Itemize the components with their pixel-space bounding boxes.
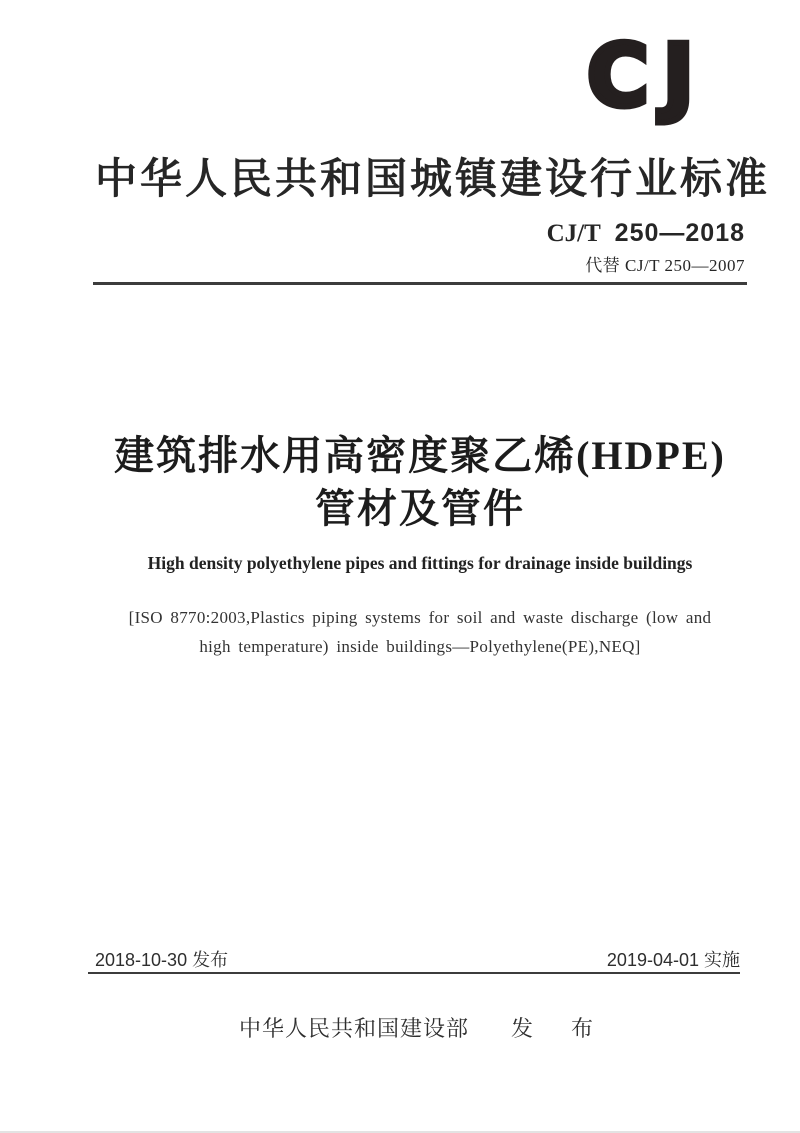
iso-reference-line2: high temperature) inside buildings—Polyethylene(PE),NEQ] — [199, 636, 641, 656]
publisher-row — [75, 1012, 765, 1043]
document-title-line1: 建筑排水用高密度聚乙烯(HDPE) — [114, 433, 726, 478]
issue-date: 2018-10-30 发布 — [95, 950, 229, 970]
standard-code — [95, 220, 745, 248]
dates-row — [95, 946, 740, 972]
cj-logo: CJ — [587, 26, 708, 126]
document-title-line2: 管材及管件 — [315, 485, 525, 531]
iso-reference — [75, 604, 765, 662]
standard-category-heading: 中华人民共和国城镇建设行业标准 — [95, 155, 771, 202]
iso-reference-line1: [ISO 8770:2003,Plastics piping systems for soil and waste discharge (low and — [128, 608, 712, 627]
document-title — [75, 430, 765, 536]
publisher-name: 中华人民共和国建设部 — [238, 1016, 469, 1041]
top-divider-rule — [93, 282, 747, 285]
bottom-divider-rule — [88, 972, 740, 974]
standard-code-number: 250—2018 — [614, 219, 745, 247]
standard-code-block — [95, 220, 745, 276]
replaced-standard: 代替 CJ/T 250—2007 — [585, 255, 745, 275]
document-title-english: High density polyethylene pipes and fittings for drainage inside buildings — [147, 553, 693, 573]
implementation-date: 2019-04-01 实施 — [606, 950, 740, 970]
standard-code-prefix: CJ/T — [546, 220, 601, 247]
publish-label: 发 布 — [511, 1016, 602, 1041]
